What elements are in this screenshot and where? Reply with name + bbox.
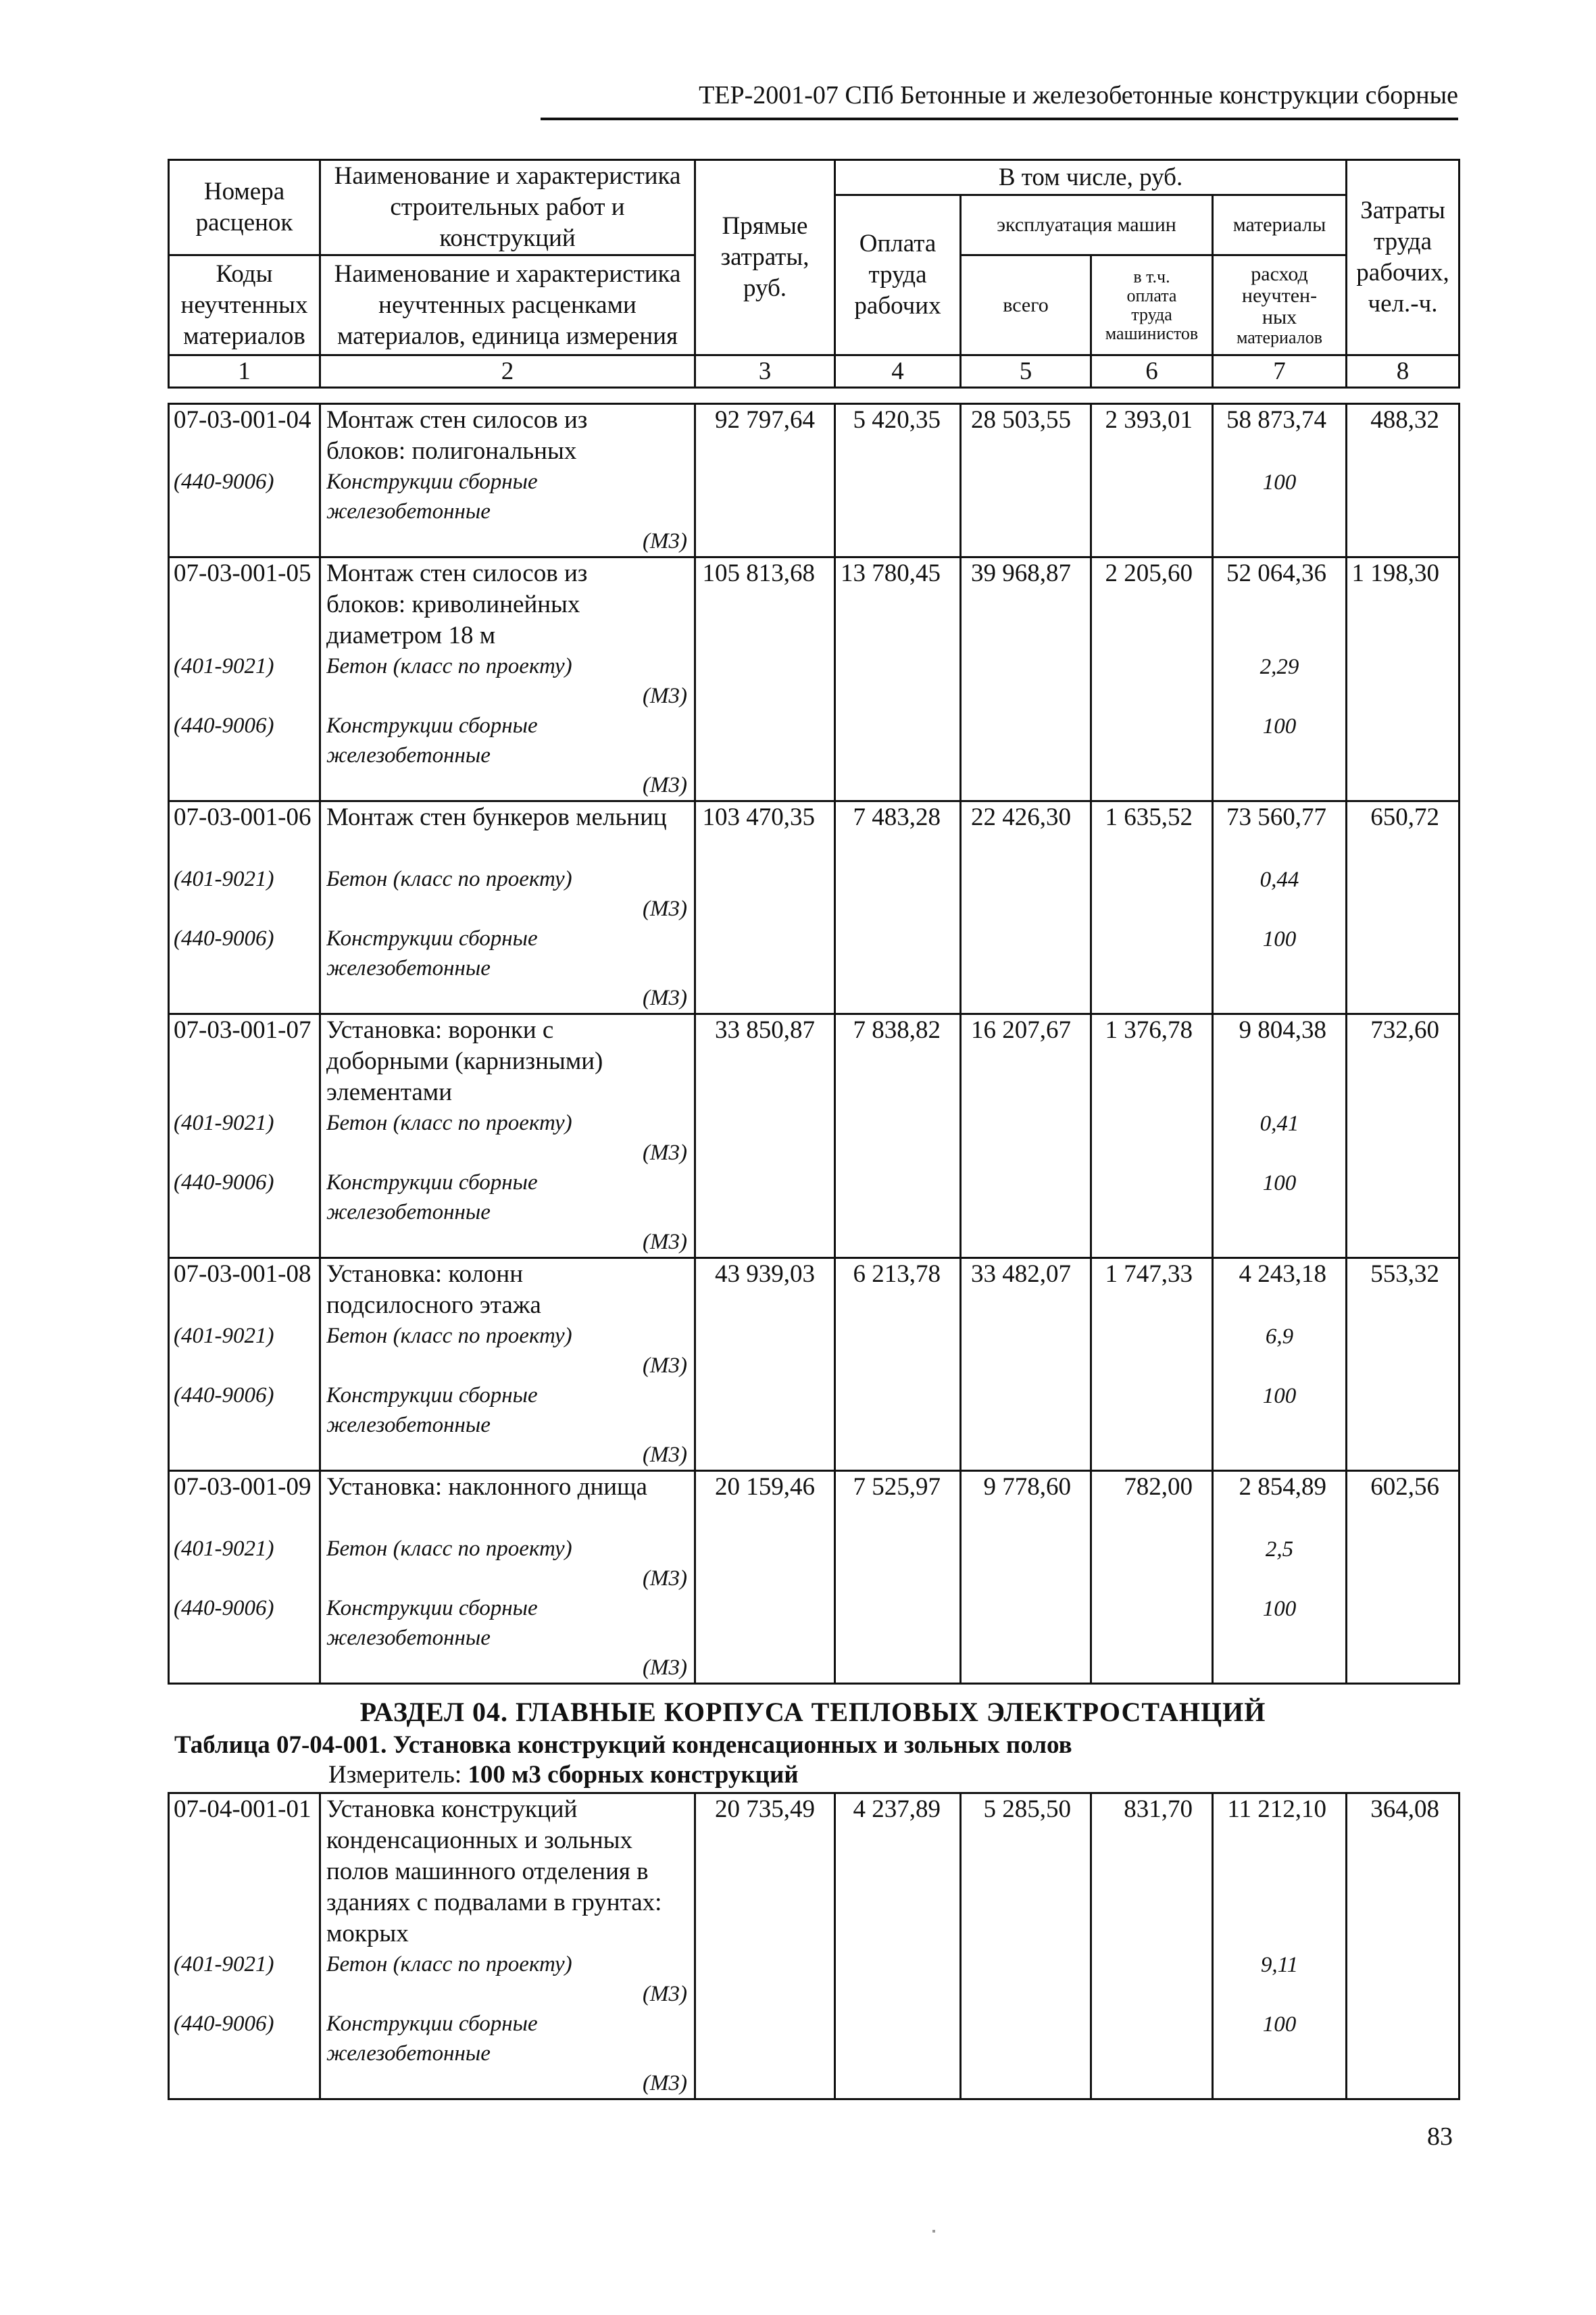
value-cell [695,1014,835,1258]
rate-name-line: блоков: криволинейных [326,591,580,618]
value-cell [835,557,961,801]
value-cell [695,1258,835,1471]
material-code: (401-9021) [174,1324,274,1348]
material-name-line: Конструкции сборные [326,2012,538,2036]
cost-value: 73 560,77 [1226,803,1326,831]
cost-value: 364,08 [1370,1795,1439,1823]
material-entry [326,1321,690,1380]
cost-value: 1 747,33 [1105,1260,1193,1288]
rate-name-line: Установка конструкций [326,1795,578,1823]
value-cell [1347,557,1460,801]
value-cell [961,1471,1091,1684]
material-unit: (М3) [643,1566,687,1591]
value-cell [1213,404,1347,557]
material-code: (440-9006) [174,470,274,494]
value-cell [695,557,835,801]
col-header-machines: эксплуатация машин [961,195,1213,255]
rate-code: 07-03-001-07 [174,1016,311,1044]
material-code: (440-9006) [174,1170,274,1195]
value-cell [835,1014,961,1258]
cost-value: 7 483,28 [853,803,941,831]
table-row [169,1258,1460,1471]
material-unit: (М3) [643,1982,687,2006]
material-entry [326,1949,690,2009]
value-cell [1091,1014,1213,1258]
material-name-line: Конструкции сборные [326,1383,538,1408]
material-entry [326,1108,690,1168]
rate-code: 07-03-001-05 [174,559,311,587]
material-amount: 6,9 [1265,1324,1294,1349]
material-amount: 100 [1262,2012,1297,2037]
section-title: РАЗДЕЛ 04. ГЛАВНЫЕ КОРПУСА ТЕПЛОВЫХ ЭЛЕКТРОСТАНЦИЙ [359,1697,1266,1727]
col-header-materials: материалы [1213,195,1347,255]
material-name-line: железобетонные [326,499,491,524]
rate-name-line: Установка: наклонного днища [326,1473,647,1501]
cost-value: 20 159,46 [715,1473,815,1501]
rate-code-cell [169,1793,320,2099]
material-code: (440-9006) [174,1596,274,1620]
rate-code-cell [169,1014,320,1258]
measure-line [328,1760,799,1791]
col-number: 5 [961,355,1091,388]
table-row [169,557,1460,801]
rate-name-line: Монтаж стен силосов из [326,559,588,587]
value-cell [1091,1793,1213,2099]
rates-table [168,403,1460,1685]
rate-name-line [326,833,690,864]
col-number: 4 [835,355,961,388]
col-header-machinists-wages: в т.ч. оплата труда машинистов [1091,255,1213,355]
cost-value: 52 064,36 [1226,559,1326,587]
cost-value: 2 205,60 [1105,559,1193,587]
material-name-line: Бетон (класс по проекту) [326,654,572,678]
value-cell [961,801,1091,1014]
value-cell [695,1471,835,1684]
material-entry [326,651,690,711]
cost-value: 1 376,78 [1105,1016,1193,1044]
value-cell [1091,801,1213,1014]
col-header-unaccounted-materials: расход неучтен- ных материалов [1213,255,1347,355]
material-unit: (М3) [643,529,687,553]
material-unit: (М3) [643,1656,687,1680]
col-header-group: В том числе, руб. [835,160,1347,195]
cost-value: 488,32 [1370,406,1439,434]
measure-value: 100 м3 сборных конструкций [468,1761,799,1789]
material-entry [326,2009,690,2098]
rate-name-line: полов машинного отделения в [326,1858,649,1885]
cost-value: 782,00 [1124,1473,1193,1501]
material-amount: 100 [1262,1384,1297,1408]
material-code: (401-9021) [174,867,274,891]
cost-value: 9 804,38 [1239,1016,1326,1044]
rate-name-cell [320,557,695,801]
rate-name-line [326,1503,690,1534]
material-unit: (М3) [643,1443,687,1467]
rate-code-cell [169,1258,320,1471]
material-code: (440-9006) [174,2012,274,2036]
rate-code-cell [169,1471,320,1684]
col-header-direct-costs: Прямые затраты, руб. [695,160,835,355]
cost-value: 103 470,35 [702,803,815,831]
rate-name-line: диаметром 18 м [326,622,496,649]
value-cell [835,404,961,557]
material-amount: 9,11 [1260,1953,1299,1977]
cost-value: 650,72 [1370,803,1439,831]
cost-value: 602,56 [1370,1473,1439,1501]
value-cell [1347,1258,1460,1471]
col-number: 8 [1347,355,1460,388]
col-header-labor: Затраты труда рабочих, чел.-ч. [1347,160,1460,355]
material-unit: (М3) [643,2071,687,2095]
rate-code: 07-04-001-01 [174,1795,311,1823]
cost-value: 2 854,89 [1239,1473,1326,1501]
material-amount: 100 [1262,1171,1297,1195]
rate-code: 07-03-001-09 [174,1473,311,1501]
value-cell [1347,1793,1460,2099]
col-header-wages: Оплата труда рабочих [835,195,961,355]
material-unit: (М3) [643,773,687,797]
table-row [169,404,1460,557]
rate-name-cell [320,801,695,1014]
measure-label: Измеритель: [328,1761,468,1789]
page-number: 83 [1427,2122,1453,2151]
cost-value: 11 212,10 [1227,1795,1326,1823]
rate-name-line: Монтаж стен бункеров мельниц [326,803,667,831]
cost-value: 58 873,74 [1226,406,1326,434]
rate-code: 07-03-001-06 [174,803,311,831]
cost-value: 1 198,30 [1351,559,1439,587]
material-code: (440-9006) [174,926,274,951]
value-cell [1347,801,1460,1014]
rate-name-line: Установка: воронки с [326,1016,554,1044]
material-name-line: Бетон (класс по проекту) [326,1324,572,1348]
cost-value: 28 503,55 [971,406,1071,434]
col-header-name-top: Наименование и характеристика строительных работ и конструкций [320,160,695,255]
rate-code-cell [169,557,320,801]
cost-value: 831,70 [1124,1795,1193,1823]
value-cell [961,1258,1091,1471]
cost-value: 2 393,01 [1105,406,1193,434]
table-row [169,1014,1460,1258]
value-cell [1213,1471,1347,1684]
table-header [168,159,1460,389]
material-name-line: Конструкции сборные [326,926,538,951]
table-row [169,1471,1460,1684]
material-entry [326,1168,690,1257]
cost-value: 39 968,87 [971,559,1071,587]
material-entry [326,864,690,924]
cost-value: 6 213,78 [853,1260,941,1288]
value-cell [1091,1471,1213,1684]
cost-value: 105 813,68 [702,559,815,587]
material-unit: (М3) [643,1230,687,1254]
material-amount: 100 [1262,470,1297,495]
material-name-line: Бетон (класс по проекту) [326,867,572,891]
value-cell [961,1014,1091,1258]
material-name-line: железобетонные [326,743,491,768]
material-name-line: Конструкции сборные [326,1596,538,1620]
col-number: 7 [1213,355,1347,388]
value-cell [1213,1793,1347,2099]
material-name-line: Бетон (класс по проекту) [326,1952,572,1976]
material-code: (401-9021) [174,654,274,678]
material-amount: 2,5 [1265,1537,1294,1562]
value-cell [695,404,835,557]
value-cell [1213,1014,1347,1258]
material-unit: (М3) [643,1353,687,1378]
value-cell [695,801,835,1014]
cost-value: 16 207,67 [971,1016,1071,1044]
cost-value: 1 635,52 [1105,803,1193,831]
rate-name-line: блоков: полигональных [326,437,577,465]
cost-value: 20 735,49 [715,1795,815,1823]
rate-name-cell [320,1014,695,1258]
rate-name-line: Монтаж стен силосов из [326,406,588,434]
cost-value: 553,32 [1370,1260,1439,1288]
cost-value: 33 482,07 [971,1260,1071,1288]
material-entry [326,1593,690,1683]
rate-code-cell [169,801,320,1014]
value-cell [1091,404,1213,557]
cost-value: 5 285,50 [983,1795,1071,1823]
material-name-line: Конструкции сборные [326,714,538,738]
rate-name-cell [320,1793,695,2099]
col-number: 1 [169,355,320,388]
value-cell [695,1793,835,2099]
value-cell [961,1793,1091,2099]
cost-value: 732,60 [1370,1016,1439,1044]
material-amount: 2,29 [1260,655,1299,679]
cost-value: 5 420,35 [853,406,941,434]
material-name-line: Конструкции сборные [326,470,538,494]
cost-value: 9 778,60 [983,1473,1071,1501]
cost-value: 13 780,45 [841,559,941,587]
rate-code: 07-03-001-04 [174,406,311,434]
material-amount: 0,41 [1260,1112,1299,1136]
col-number: 3 [695,355,835,388]
value-cell [1213,1258,1347,1471]
cost-value: 33 850,87 [715,1016,815,1044]
value-cell [835,1471,961,1684]
material-unit: (М3) [643,1141,687,1165]
material-entry [326,467,690,556]
cost-value: 92 797,64 [715,406,815,434]
material-entry [326,1534,690,1593]
material-code: (440-9006) [174,714,274,738]
value-cell [1347,404,1460,557]
material-entry [326,711,690,800]
material-unit: (М3) [643,897,687,921]
rate-name-line: доборными (карнизными) [326,1047,603,1075]
cost-value: 7 525,97 [853,1473,941,1501]
col-header-machines-total: всего [961,255,1091,355]
material-entry [326,1380,690,1470]
value-cell [961,557,1091,801]
cost-value: 4 237,89 [853,1795,941,1823]
rate-name-line: мокрых [326,1920,409,1947]
rate-name-line: Установка: колонн [326,1260,524,1288]
material-name-line: Бетон (класс по проекту) [326,1537,572,1561]
rate-name-line: конденсационных и зольных [326,1826,633,1854]
value-cell [1213,801,1347,1014]
material-name-line: железобетонные [326,1626,491,1650]
value-cell [835,1258,961,1471]
scan-speck [932,2230,935,2233]
rate-name-line: зданиях с подвалами в грунтах: [326,1889,662,1916]
material-amount: 0,44 [1260,868,1299,892]
value-cell [1091,1258,1213,1471]
rates-table-2 [168,1792,1460,2100]
value-cell [961,404,1091,557]
col-header-codes-bottom: Коды неучтенных материалов [169,255,320,355]
material-name-line: железобетонные [326,1200,491,1224]
col-header-name-bottom: Наименование и характеристика неучтенных расценками материалов, единица измерения [320,255,695,355]
value-cell [835,801,961,1014]
cost-value: 7 838,82 [853,1016,941,1044]
rate-code: 07-03-001-08 [174,1260,311,1288]
table-row [169,1793,1460,2099]
col-number: 2 [320,355,695,388]
rate-name-line: элементами [326,1078,452,1106]
material-code: (401-9021) [174,1952,274,1976]
material-unit: (М3) [643,986,687,1010]
material-amount: 100 [1262,927,1297,951]
rate-name-cell [320,1258,695,1471]
material-amount: 100 [1262,714,1297,739]
material-code: (440-9006) [174,1383,274,1408]
page-header: ТЕР-2001-07 СПб Бетонные и железобетонные конструкции сборные [541,80,1458,120]
rate-code-cell [169,404,320,557]
cost-value: 4 243,18 [1239,1260,1326,1288]
material-amount: 100 [1262,1597,1297,1621]
rate-name-cell [320,1471,695,1684]
value-cell [1091,557,1213,801]
table-title: Таблица 07-04-001. Установка конструкций конденсационных и зольных полов [174,1731,1072,1759]
material-name-line: железобетонные [326,1413,491,1437]
material-name-line: железобетонные [326,2041,491,2066]
value-cell [1347,1014,1460,1258]
value-cell [1347,1471,1460,1684]
material-entry [326,924,690,1013]
material-code: (401-9021) [174,1537,274,1561]
value-cell [1213,557,1347,801]
cost-value: 43 939,03 [715,1260,815,1288]
material-code: (401-9021) [174,1111,274,1135]
col-number: 6 [1091,355,1213,388]
material-name-line: железобетонные [326,956,491,980]
value-cell [835,1793,961,2099]
material-name-line: Бетон (класс по проекту) [326,1111,572,1135]
material-unit: (М3) [643,684,687,708]
col-header-codes-top: Номера расценок [169,160,320,255]
cost-value: 22 426,30 [971,803,1071,831]
material-name-line: Конструкции сборные [326,1170,538,1195]
rate-name-cell [320,404,695,557]
table-row [169,801,1460,1014]
rate-name-line: подсилосного этажа [326,1291,541,1319]
